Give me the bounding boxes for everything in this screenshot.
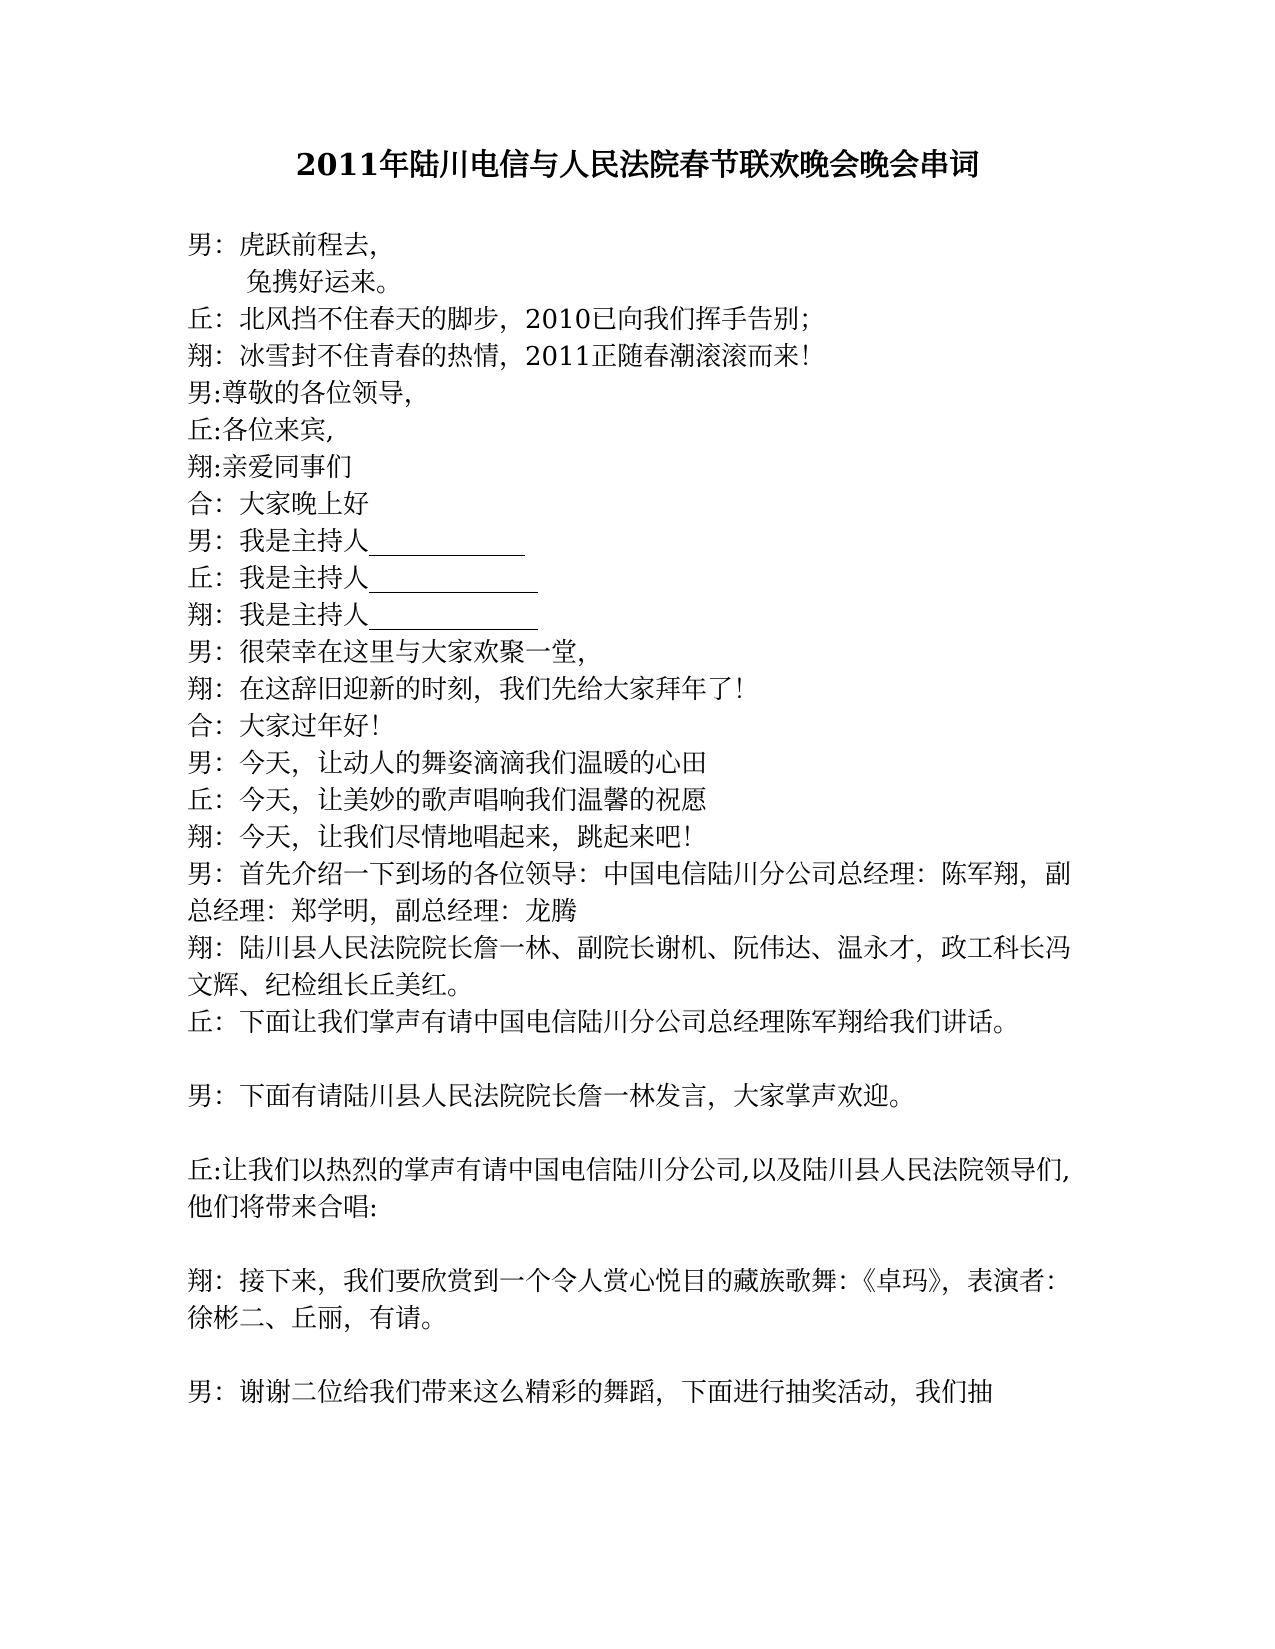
script-paragraph: 翔：陆川县人民法院院长詹一林、副院长谢机、阮伟达、温永才，政工科长冯文辉、纪检组长丘美红。: [187, 934, 1072, 1001]
script-line: 男：今天，让动人的舞姿滴滴我们温暖的心田: [187, 749, 708, 779]
script-line: 兔携好运来。: [246, 268, 403, 298]
script-line: 男：我是主持人____________: [187, 527, 526, 557]
paragraph-spacer: [187, 1227, 1087, 1264]
paragraph-spacer: [187, 1338, 1087, 1375]
script-line: 翔:亲爱同事们: [187, 453, 352, 483]
paragraph-spacer: [187, 1042, 1087, 1079]
document-title: 2011年陆川电信与人民法院春节联欢晚会晚会串词: [295, 148, 980, 183]
script-paragraph: 翔：接下来，我们要欣赏到一个令人赏心悦目的藏族歌舞：《卓玛》，表演者：徐彬二、丘丽，有请。: [187, 1267, 1072, 1334]
script-line: 男：虎跃前程去，: [187, 231, 396, 261]
script-line: 丘：我是主持人_____________: [187, 564, 539, 594]
script-line: 丘：今天，让美妙的歌声唱响我们温馨的祝愿: [187, 786, 708, 816]
script-body: [187, 228, 1087, 1412]
script-line: 翔：冰雪封不住青春的热情，2011正随春潮滚滚而来！: [187, 342, 826, 372]
script-line: 翔：我是主持人_____________: [187, 601, 539, 631]
script-paragraph: 丘:让我们以热烈的掌声有请中国电信陆川分公司,以及陆川县人民法院领导们,他们将带来合唱:: [187, 1156, 1071, 1223]
script-paragraph: 男：首先介绍一下到场的各位领导：中国电信陆川分公司总经理：陈军翔，副总经理：郑学明，副总经理：龙腾: [187, 860, 1072, 927]
script-line: 合：大家过年好！: [187, 712, 396, 742]
script-paragraph: 男：下面有请陆川县人民法院院长詹一林发言，大家掌声欢迎。: [187, 1082, 916, 1112]
script-line: 翔：今天，让我们尽情地唱起来，跳起来吧！: [187, 823, 708, 853]
script-paragraph: 丘：下面让我们掌声有请中国电信陆川分公司总经理陈军翔给我们讲话。: [187, 1008, 1020, 1038]
script-line: 丘：北风挡不住春天的脚步，2010已向我们挥手告别；: [187, 305, 826, 335]
paragraph-spacer: [187, 1116, 1087, 1153]
script-line: 男：很荣幸在这里与大家欢聚一堂，: [187, 638, 604, 668]
script-paragraph: 男：谢谢二位给我们带来这么精彩的舞蹈，下面进行抽奖活动，我们抽: [187, 1378, 994, 1408]
script-line: 合：大家晚上好: [187, 490, 370, 520]
script-line: 男:尊敬的各位领导，: [187, 379, 430, 409]
script-line: 翔：在这辞旧迎新的时刻，我们先给大家拜年了！: [187, 675, 760, 705]
script-line: 丘:各位来宾,: [187, 416, 335, 446]
